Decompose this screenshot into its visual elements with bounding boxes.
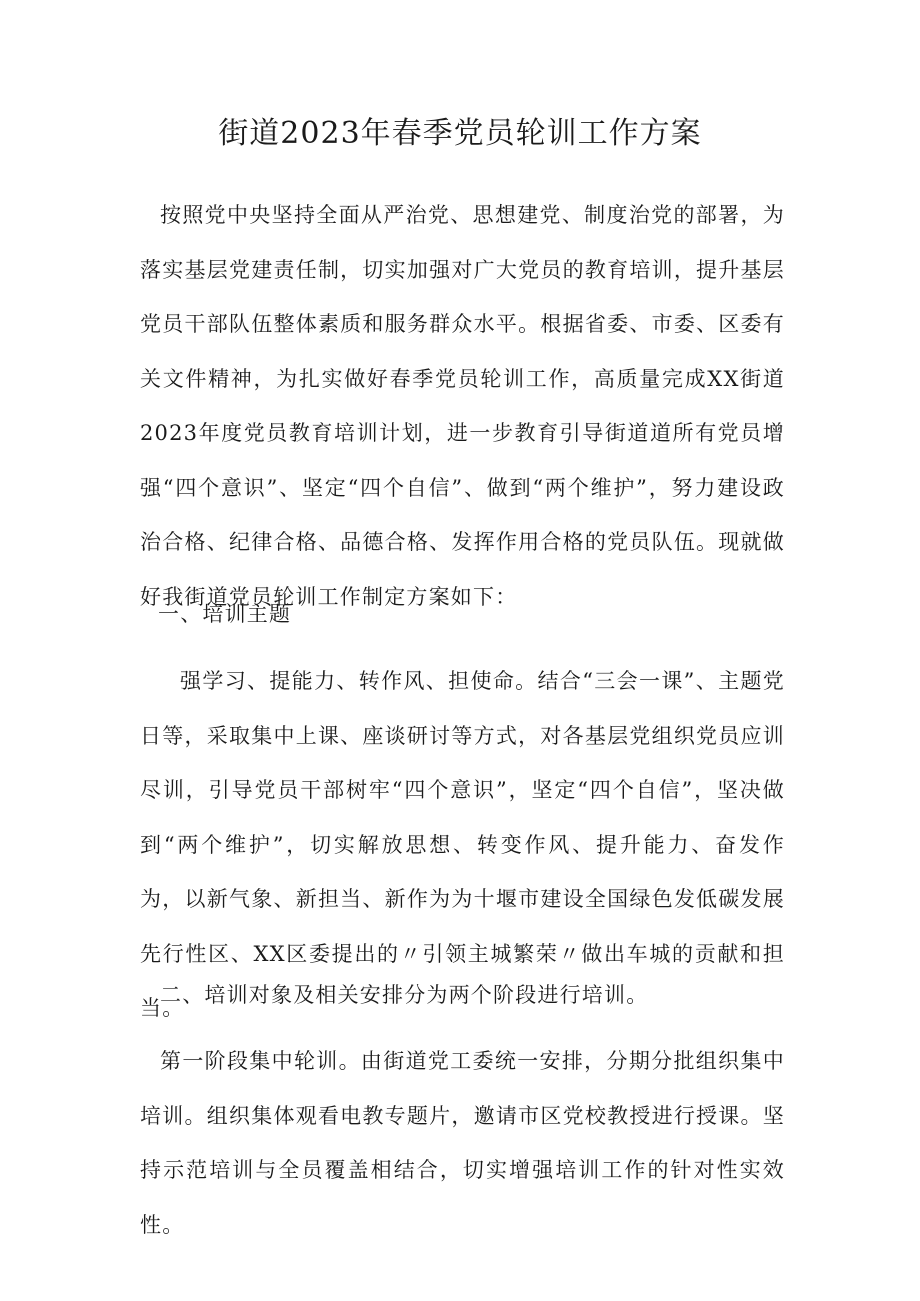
- section-1-paragraph: 强学习、提能力、转作风、担使命。结合“三会一课”、主题党日等，采取集中上课、座谈研讨等方式，对各基层党组织党员应训尽训，引导党员干部树牢“四个意识”，坚定“四个自信”，坚决做到“两个维护”，切实解放思想、转变作风、提升能力、奋发作为，以新气象、新担当、新作为为十堰市建设全国绿色发低碳发展先行性区、XX区委提出的〃引领主城繁荣〃做出车城的贡献和担当。: [140, 669, 785, 1020]
- section-1-heading: 一、培训主题: [158, 602, 292, 626]
- section-2-paragraph: 第一阶段集中轮训。由街道党工委统一安排，分期分批组织集中培训。组织集体观看电教专题片，邀请市区党校教授进行授课。坚持示范培训与全员覆盖相结合，切实增强培训工作的针对性实效性。: [140, 1049, 785, 1237]
- document-title: 街道2023年春季党员轮训工作方案: [218, 116, 702, 151]
- section-2-heading: 二、培训对象及相关安排分为两个阶段进行培训。: [160, 983, 649, 1007]
- intro-paragraph: 按照党中央坚持全面从严治党、思想建党、制度治党的部署，为落实基层党建责任制，切实加强对广大党员的教育培训，提升基层党员干部队伍整体素质和服务群众水平。根据省委、市委、区委有关文件精神，为扎实做好春季党员轮训工作，高质量完成XX街道2023年度党员教育培训计划，进一步教育引导街道道所有党员增强“四个意识”、坚定“四个自信”、做到“两个维护”，努力建设政治合格、纪律合格、品德合格、发挥作用合格的党员队伍。现就做好我街道党员轮训工作制定方案如下：: [140, 203, 785, 609]
